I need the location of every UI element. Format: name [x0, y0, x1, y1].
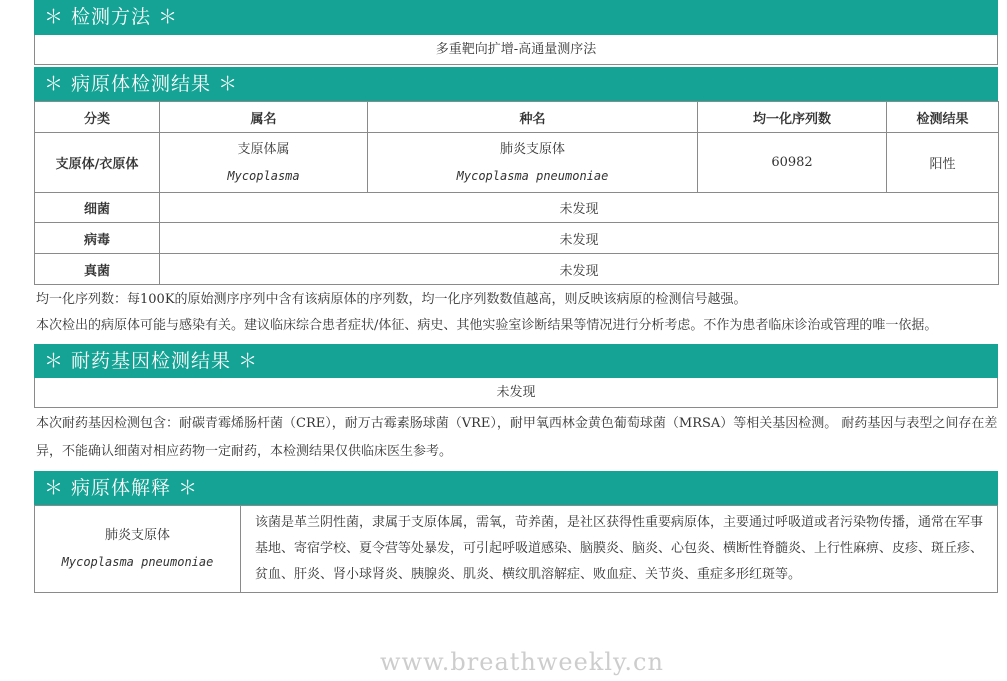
- watermark: www.breathweekly.cn: [380, 648, 664, 676]
- column-header: 属名: [160, 102, 368, 133]
- species-latin: Mycoplasma pneumoniae: [456, 168, 609, 183]
- species-cell: [368, 133, 698, 193]
- interpretation-name-cell: [35, 506, 241, 593]
- table-row: [35, 223, 999, 254]
- method-section-header: [34, 0, 998, 35]
- table-row: [35, 133, 999, 193]
- pathogen-section-title: ＊ 病原体检测结果 ＊: [44, 73, 239, 95]
- table-header-row: [35, 102, 999, 133]
- method-section-title: ＊ 检测方法 ＊: [44, 6, 179, 28]
- category-cell: 病毒: [35, 223, 160, 254]
- resistance-value: 未发现: [496, 385, 536, 400]
- interpretation-name-cn: 肺炎支原体: [104, 528, 170, 543]
- method-value-box: [34, 35, 998, 65]
- column-header: 分类: [35, 102, 160, 133]
- interpretation-table: [34, 505, 998, 593]
- pathogen-section-header: [34, 67, 998, 101]
- table-row: [35, 193, 999, 223]
- category-cell: 真菌: [35, 254, 160, 285]
- result-cell: 未发现: [160, 254, 999, 285]
- report-content: [34, 0, 998, 593]
- count-cell: 60982: [698, 133, 887, 193]
- genus-latin: Mycoplasma: [227, 168, 300, 183]
- result-cell: 阳性: [887, 133, 999, 193]
- interpretation-name-latin: Mycoplasma pneumoniae: [61, 555, 214, 569]
- resistance-value-box: [34, 378, 998, 408]
- method-value: 多重靶向扩增-高通量测序法: [435, 42, 597, 57]
- resistance-section-header: [34, 344, 998, 378]
- result-cell: 未发现: [160, 193, 999, 223]
- interpretation-text: 该菌是革兰阴性菌，隶属于支原体属，需氧，苛养菌，是社区获得性重要病原体，主要通过呼吸道或者污染物传播，通常在军事基地、寄宿学校、夏令营等处暴发，可引起呼吸道感染、脑膜炎、脑炎、心包炎、横断性脊髓炎、上行性麻痹、皮疹、斑丘疹、贫血、肝炎、肾小球肾炎、胰腺炎、肌炎、横纹肌溶解症、败血症、关节炎、重症多形红斑等。: [241, 506, 998, 593]
- normalized-count-note: 均一化序列数：每100K的原始测序序列中含有该病原体的序列数，均一化序列数数值越高，则反映该病原的检测信号越强。: [36, 292, 747, 307]
- result-cell: 未发现: [160, 223, 999, 254]
- table-row: [35, 254, 999, 285]
- pathogen-results-table: [34, 101, 999, 285]
- resistance-section-title: ＊ 耐药基因检测结果 ＊: [44, 350, 259, 372]
- table-row: [35, 506, 998, 593]
- category-cell: 支原体/衣原体: [35, 133, 160, 193]
- column-header: 均一化序列数: [698, 102, 887, 133]
- clinical-note: 本次检出的病原体可能与感染有关。建议临床综合患者症状/体征、病史、其他实验室诊断结果等情况进行分析考虑。不作为患者临床诊治或管理的唯一依据。: [36, 318, 938, 333]
- genus-cell: [160, 133, 368, 193]
- interpretation-section-header: [34, 471, 998, 505]
- interpretation-section-title: ＊ 病原体解释 ＊: [44, 477, 199, 499]
- category-cell: 细菌: [35, 193, 160, 223]
- resistance-note: 本次耐药基因检测包含：耐碳青霉烯肠杆菌（CRE），耐万古霉素肠球菌（VRE），耐甲氧西林金黄色葡萄球菌（MRSA）等相关基因检测。 耐药基因与表型之间存在差异，不能确认细菌对相应药物一定耐药，本检测结果仅供临床医生参考。: [36, 416, 998, 459]
- column-header: 种名: [368, 102, 698, 133]
- species-cn: 肺炎支原体: [499, 141, 565, 157]
- genus-cn: 支原体属: [237, 141, 290, 157]
- column-header: 检测结果: [887, 102, 999, 133]
